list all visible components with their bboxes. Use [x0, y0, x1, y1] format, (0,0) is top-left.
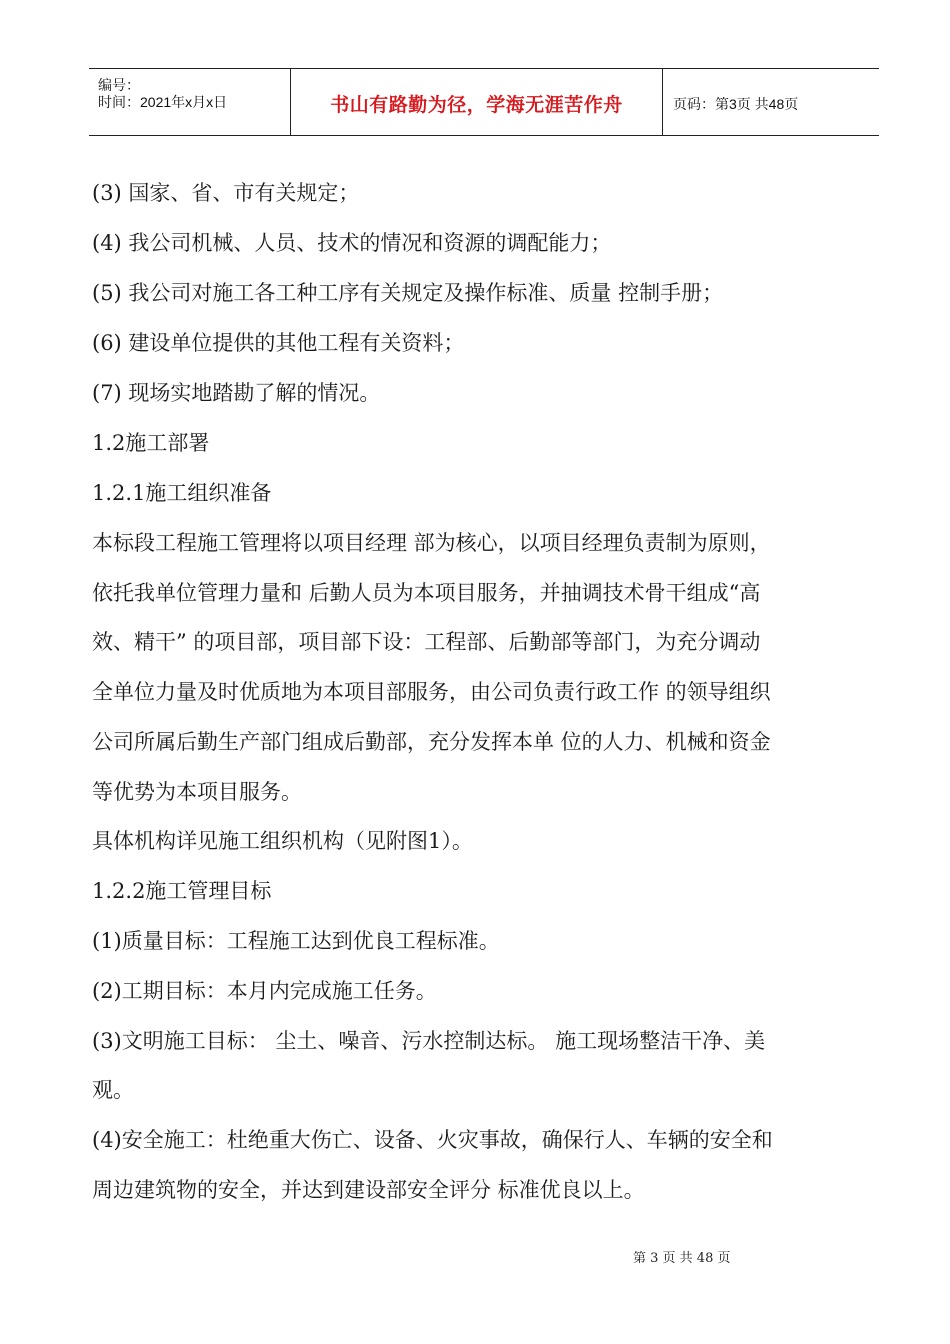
subsection-heading: 1.2.2施工管理目标 — [92, 879, 272, 903]
section-heading: 1.2施工部署 — [92, 431, 210, 455]
text-line: 效、精干” 的项目部，项目部下设：工程部、后勤部等部门，为充分调动 — [92, 630, 761, 654]
header-motto: 书山有路勤为径，学海无涯苦作舟 — [330, 95, 623, 116]
header-middle-cell — [291, 69, 663, 135]
text-line: (4)安全施工：杜绝重大伤亡、设备、火灾事故，确保行人、车辆的安全和 — [92, 1128, 773, 1152]
header-right-cell — [663, 69, 879, 135]
text-line: 具体机构详见施工组织机构（见附图1）。 — [92, 829, 473, 853]
text-line: (6) 建设单位提供的其他工程有关资料； — [92, 331, 465, 355]
subsection-heading: 1.2.1施工组织准备 — [92, 481, 272, 505]
text-line: 等优势为本项目服务。 — [92, 780, 302, 804]
header-page-number: 页码：第3页 共48页 — [673, 96, 799, 112]
date-label: 时间：2021年x月x日 — [98, 94, 228, 110]
text-line: 周边建筑物的安全，并达到建设部安全评分 标准优良以上。 — [92, 1178, 645, 1202]
text-line: (3)文明施工目标： 尘土、噪音、污水控制达标。 施工现场整洁干净、美 — [92, 1029, 766, 1053]
page-footer: 第 3 页 共 48 页 — [633, 1251, 731, 1266]
serial-number-label: 编号： — [98, 77, 140, 93]
text-line: 公司所属后勤生产部门组成后勤部，充分发挥本单 位的人力、机械和资金 — [92, 730, 771, 754]
text-line: 本标段工程施工管理将以项目经理 部为核心，以项目经理负责制为原则， — [92, 531, 771, 555]
text-line: (4) 我公司机械、人员、技术的情况和资源的调配能力； — [92, 231, 612, 255]
text-line: (7) 现场实地踏勘了解的情况。 — [92, 381, 381, 405]
text-line: (5) 我公司对施工各工种工序有关规定及操作标准、质量 控制手册； — [92, 281, 724, 305]
text-line: 观。 — [92, 1078, 134, 1102]
header-left-cell — [89, 69, 291, 135]
page-header — [89, 68, 879, 136]
text-line: (2)工期目标：本月内完成施工任务。 — [92, 979, 437, 1003]
text-line: (1)质量目标：工程施工达到优良工程标准。 — [92, 929, 500, 953]
text-line: 全单位力量及时优质地为本项目部服务，由公司负责行政工作 的领导组织 — [92, 680, 771, 704]
text-line: (3) 国家、省、市有关规定； — [92, 181, 360, 205]
text-line: 依托我单位管理力量和 后勤人员为本项目服务，并抽调技术骨干组成“高 — [92, 581, 761, 605]
